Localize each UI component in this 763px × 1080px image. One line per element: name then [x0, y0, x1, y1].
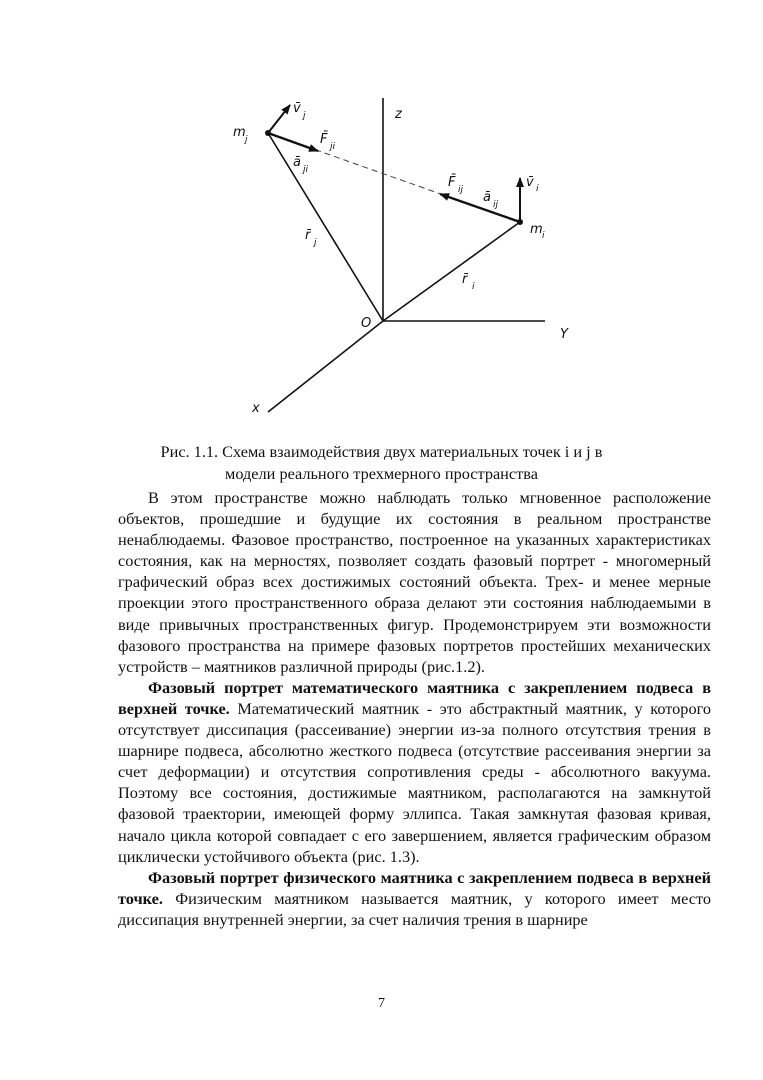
paragraph-2	[118, 677, 711, 867]
v-j-sub-label: j	[303, 111, 306, 121]
r-i-vector	[383, 222, 520, 321]
m-j-label: m	[233, 125, 246, 140]
a-ji-sub-label: ji	[303, 165, 309, 175]
paragraph-1	[118, 487, 711, 677]
f-ij-label: F̄	[448, 175, 456, 190]
v-j-arrow	[268, 105, 290, 133]
r-j-sub-label: j	[314, 238, 317, 248]
f-ji-arrow	[268, 133, 318, 151]
point-m-j	[265, 130, 271, 136]
paragraph-1-text: В этом пространстве можно наблюдать только мгновенное расположение объектов, прошедшие и будущие их состояния в реальном пространстве ненаблюдаемы. Фазовое пространство, построенное на указанных характеристиках состояния, как на мерностях, позволяет создать фазовый портрет - многомерный графический образ всех достижимых состояний объекта. Трех- и менее мерные проекции этого пространственного образа делают эти состояния наблюдаемыми в виде привычных пространственных фигур. Продемонстрируем эти возможности фазового пространства на примере фазовых портретов простейших механических устройств – маятников различной природы (рис.1.2).	[118, 488, 711, 676]
f-ji-sub-label: ji	[330, 142, 336, 152]
a-ij-sub-label: ij	[493, 200, 499, 210]
r-i-label: r̄	[462, 272, 468, 287]
m-i-sub-label: i	[542, 231, 545, 241]
r-j-vector	[268, 133, 383, 321]
coordinate-diagram	[0, 0, 763, 440]
paragraph-3-bold: Фазовый портрет физического маятника с закреплением подвеса в верхней точке.	[118, 867, 711, 908]
f-ji-label: F̄	[320, 132, 328, 147]
paragraph-2-text: Математический маятник - это абстрактный маятник, у которого отсутствует диссипация (рассеивание) энергии из-за полного отсутствия трения в шарнире подвеса, абсолютно жесткого подвеса (отсутствие рассеивания энергии за счет деформации) и отсутствия сопротивления среды - абсолютного вакуума. Поэтому все состояния, достижимые маятником, располагаются на замкнутой фазовой траектории, имеющей форму эллипса. Такая замкнутая фазовая кривая, начало цикла которой совпадает с его завершением, является графическим образом циклически устойчивого объекта (рис. 1.3).	[118, 698, 711, 866]
f-ij-arrow	[440, 194, 520, 222]
z-axis-label: z	[395, 107, 402, 122]
caption-line-2: модели реального трехмерного пространства	[225, 464, 538, 483]
caption-line-1: Рис. 1.1. Схема взаимодействия двух материальных точек i и j в	[160, 442, 603, 461]
r-i-sub-label: i	[472, 282, 475, 292]
f-ij-sub-label: ij	[458, 185, 464, 195]
origin-label: O	[361, 316, 372, 331]
paragraph-2-bold: Фазовый портрет математического маятника с закреплением подвеса в верхней точке.	[118, 677, 711, 718]
x-axis	[268, 321, 383, 412]
point-m-i	[517, 219, 523, 225]
page-number: 7	[378, 996, 385, 1011]
v-i-label: v̄	[526, 175, 534, 190]
r-j-label: r̄	[305, 228, 311, 243]
y-axis-label: Y	[560, 327, 568, 342]
m-j-sub-label: j	[245, 135, 248, 145]
paragraph-3	[118, 867, 711, 930]
body-text	[118, 487, 711, 930]
x-axis-label: x	[252, 401, 260, 416]
a-ij-label: ā	[483, 190, 491, 205]
figure-caption	[110, 441, 653, 485]
v-j-label: v̄	[293, 101, 301, 116]
v-i-sub-label: i	[536, 184, 539, 194]
m-i-label: m	[530, 222, 543, 237]
a-ji-label: ā	[293, 155, 301, 170]
figure-1-1	[0, 0, 763, 440]
paragraph-3-text: Физическим маятником называется маятник, у которого имеет место диссипация внутренней энергии, за счет наличия трения в шарнире	[118, 888, 711, 929]
